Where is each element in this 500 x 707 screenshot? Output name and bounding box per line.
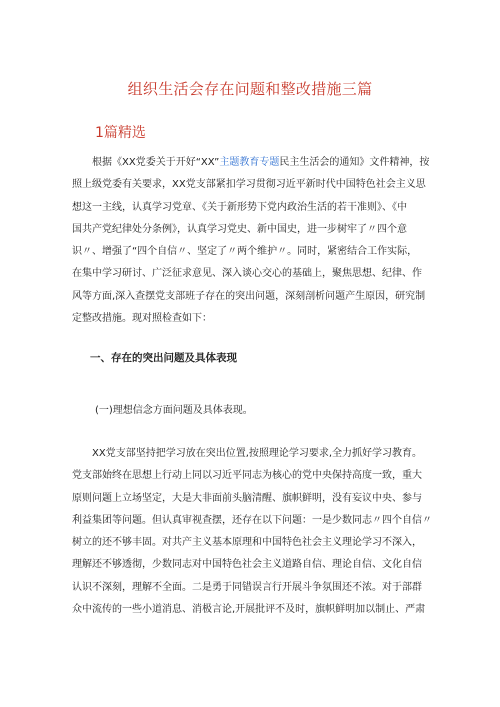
- paragraph-line: 众中流传的一些小道消息、消极言论,开展批评不及时，旗帜鲜明加以制止、严肃: [72, 604, 426, 616]
- paragraph-line: 识〃、增强了“四个自信〃、坚定了〃两个维护〃。同时，紧密结合工作实际，: [72, 246, 418, 258]
- paragraph-line: 风等方面,深入查摆党支部班子存在的突出问题，深刻剖析问题产生原因，研究制: [72, 290, 426, 302]
- paragraph-line: 定整改措施。现对照检查如下：: [72, 313, 212, 325]
- intro-paragraph: [72, 152, 438, 330]
- paragraph-line: 利益集团等问题。但认真审视查摆，还存在以下问题：一是少数同志〃四个自信〃: [72, 514, 432, 526]
- paragraph-line: 认识不深刻，理解不全面。二是勇于同错误言行开展斗争氛围还不浓。对于部群: [72, 581, 422, 593]
- section-subtitle: 1篇精选: [95, 125, 146, 141]
- highlighted-text: 主题教育专题: [219, 157, 280, 168]
- paragraph-line: 想这一主线，认真学习党章、《关于新形势下党内政治生活的若干准则》、《中: [72, 201, 407, 213]
- body-paragraph: [72, 443, 438, 621]
- paragraph-line: 根据《XX党委关于开好“XX”主题教育专题民主生活会的通知》文件精神，按: [92, 157, 430, 168]
- document-title: 组织生活会存在问题和整改措施三篇: [127, 80, 373, 98]
- paragraph-line: 理解还不够透彻，少数同志对中国特色社会主义道路自信、理论自信、文化自信: [72, 559, 422, 571]
- paragraph-line: 在集中学习研讨、广泛征求意见、深入谈心交心的基础上，聚焦思想、纪律、作: [72, 268, 422, 280]
- paragraph-line: 照上级党委有关要求，XX党支部紧扣学习贯彻习近平新时代中国特色社会主义思: [72, 179, 426, 191]
- paragraph-line: 原则问题上立场坚定，大是大非面前头脑清醒、旗帜鲜明，没有妄议中央、参与: [72, 492, 422, 504]
- paragraph-line: 树立的还不够丰固。对共产主义基本原理和中国特色社会主义理论学习不深入，: [72, 537, 422, 549]
- paragraph-line: XX党支部坚持把学习放在突出位置,按照理论学习要求,全力抓好学习教育。: [92, 448, 423, 459]
- paragraph-line: 党支部始终在思想上行动上同以习近平同志为核心的党中央保持高度一致，重大: [72, 470, 422, 482]
- paragraph-line: 国共产党纪律处分条例》，认真学习党史、新中国史，进一步树牢了〃四个意: [72, 223, 407, 235]
- section-heading: 一、存在的突出问题及具体表现: [90, 352, 237, 364]
- subsection-heading: (一)理想信念方面问题及具体表现。: [95, 405, 253, 416]
